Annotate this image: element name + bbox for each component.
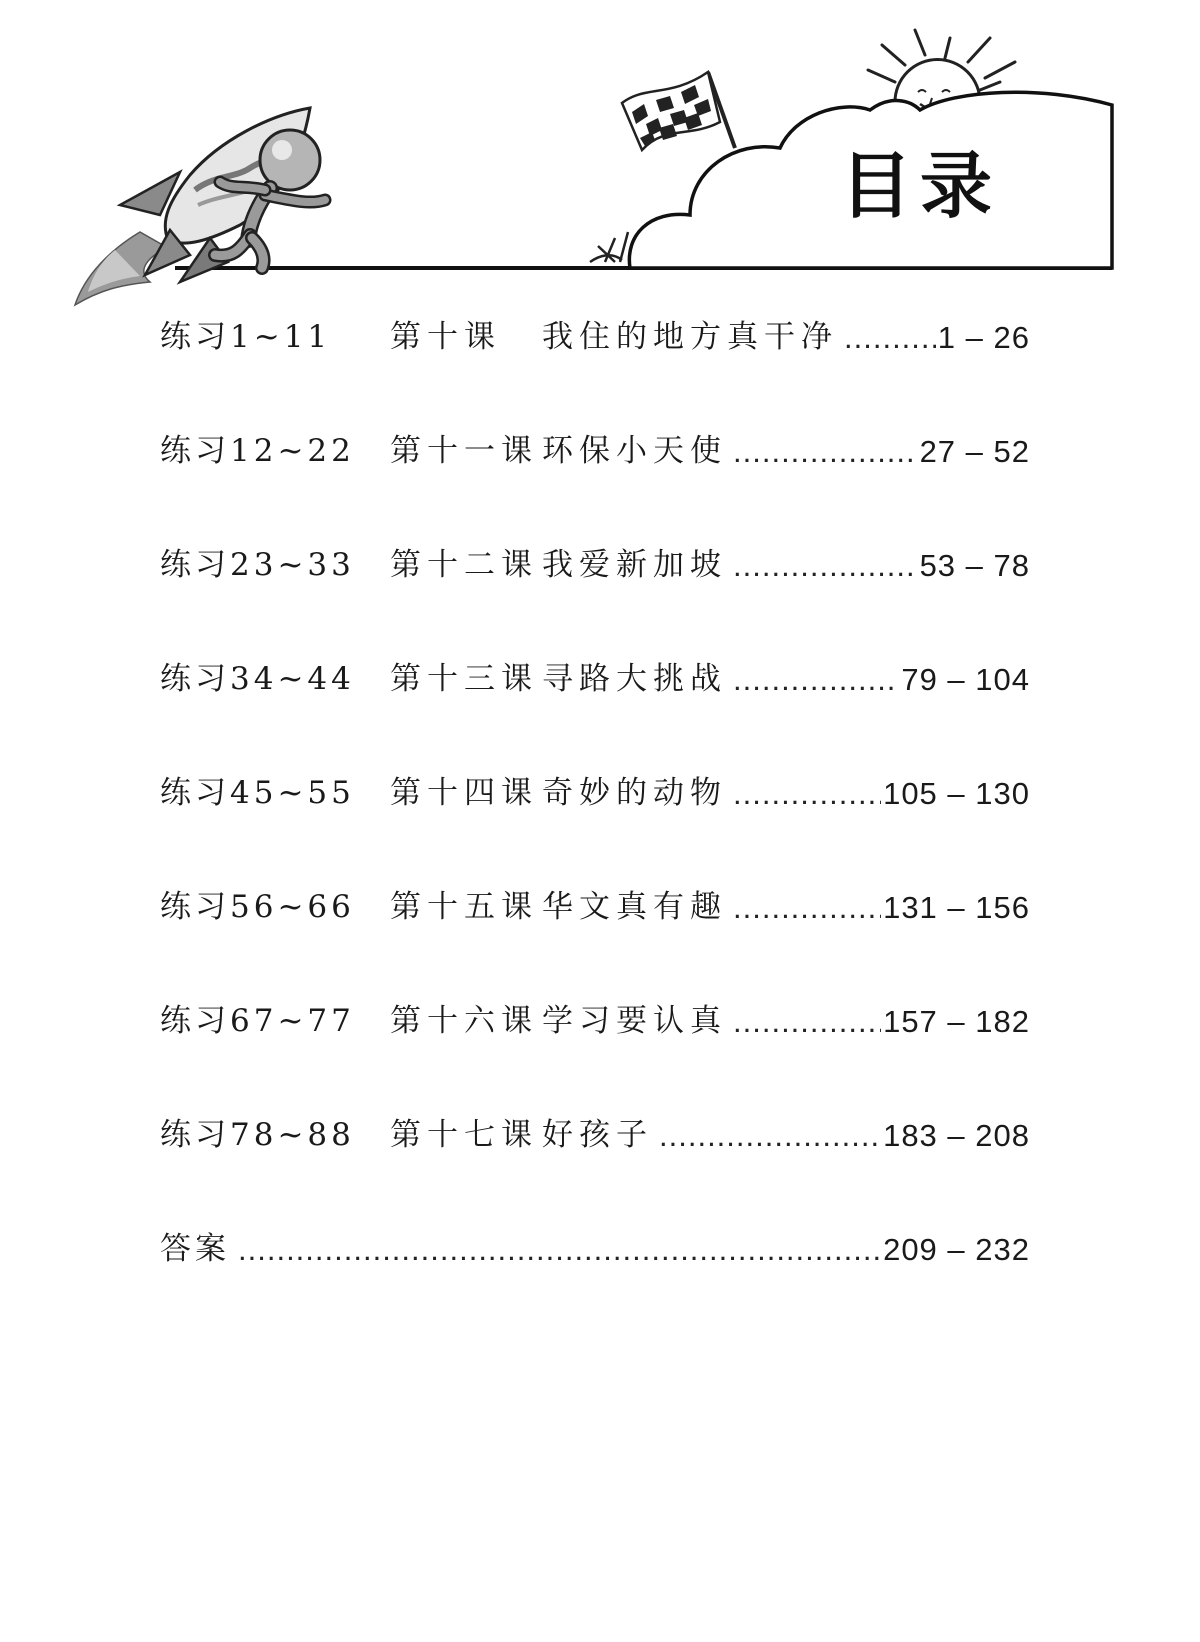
lesson-number: 第十课 xyxy=(390,319,501,355)
lesson-number: 第十七课 xyxy=(390,1117,538,1153)
lesson-topic: 好孩子 xyxy=(542,1117,653,1153)
page-range: 1 – 26 xyxy=(937,320,1030,355)
exercise-range: 练习34~44 xyxy=(160,661,355,697)
exercise-range: 练习45~55 xyxy=(160,775,355,811)
page-range: 183 – 208 xyxy=(883,1118,1030,1153)
page-range: 53 – 78 xyxy=(919,548,1030,583)
lesson-number: 第十六课 xyxy=(390,1003,538,1039)
lesson-topic: 寻路大挑战 xyxy=(542,661,727,697)
lesson-number: 第十一课 xyxy=(390,433,538,469)
toc-row-answers[interactable] xyxy=(160,1231,1030,1348)
toc-row[interactable] xyxy=(160,319,1030,436)
lesson-topic: 我爱新加坡 xyxy=(542,547,727,583)
toc-row[interactable] xyxy=(160,661,1030,778)
table-of-contents xyxy=(160,319,1030,1348)
dot-leader xyxy=(659,1120,881,1151)
answers-label: 答案 xyxy=(160,1231,230,1267)
exercise-range: 练习12~22 xyxy=(160,433,355,469)
page-range: 131 – 156 xyxy=(883,890,1030,925)
exercise-range: 练习78~88 xyxy=(160,1117,355,1153)
dot-leader xyxy=(733,664,899,695)
page-range: 27 – 52 xyxy=(919,434,1030,469)
toc-row[interactable] xyxy=(160,889,1030,1006)
dot-leader xyxy=(733,436,918,467)
toc-row[interactable] xyxy=(160,1117,1030,1234)
page-range: 79 – 104 xyxy=(901,662,1030,697)
lesson-topic: 我住的地方真干净 xyxy=(542,319,838,355)
page-range: 157 – 182 xyxy=(883,1004,1030,1039)
exercise-range: 练习56~66 xyxy=(160,889,355,925)
dot-leader xyxy=(238,1234,881,1265)
checkered-flag-icon xyxy=(622,72,735,150)
toc-row[interactable] xyxy=(160,1003,1030,1120)
exercise-range: 练习67~77 xyxy=(160,1003,355,1039)
exercise-range: 练习1~11 xyxy=(160,319,332,355)
lesson-topic: 奇妙的动物 xyxy=(542,775,727,811)
dot-leader xyxy=(733,1006,881,1037)
toc-row[interactable] xyxy=(160,775,1030,892)
dot-leader xyxy=(844,322,936,353)
page-title: 目录 xyxy=(840,144,1001,228)
toc-row[interactable] xyxy=(160,433,1030,550)
lesson-number: 第十三课 xyxy=(390,661,538,697)
page-range: 209 – 232 xyxy=(883,1232,1030,1267)
lesson-number: 第十二课 xyxy=(390,547,538,583)
dot-leader xyxy=(733,778,881,809)
dot-leader xyxy=(733,892,881,923)
toc-row[interactable] xyxy=(160,547,1030,664)
lesson-number: 第十四课 xyxy=(390,775,538,811)
dot-leader xyxy=(733,550,918,581)
header-illustration xyxy=(0,0,1200,320)
lesson-topic: 华文真有趣 xyxy=(542,889,727,925)
exercise-range: 练习23~33 xyxy=(160,547,355,583)
page-range: 105 – 130 xyxy=(883,776,1030,811)
lesson-topic: 环保小天使 xyxy=(542,433,727,469)
lesson-number: 第十五课 xyxy=(390,889,538,925)
lesson-topic: 学习要认真 xyxy=(542,1003,727,1039)
